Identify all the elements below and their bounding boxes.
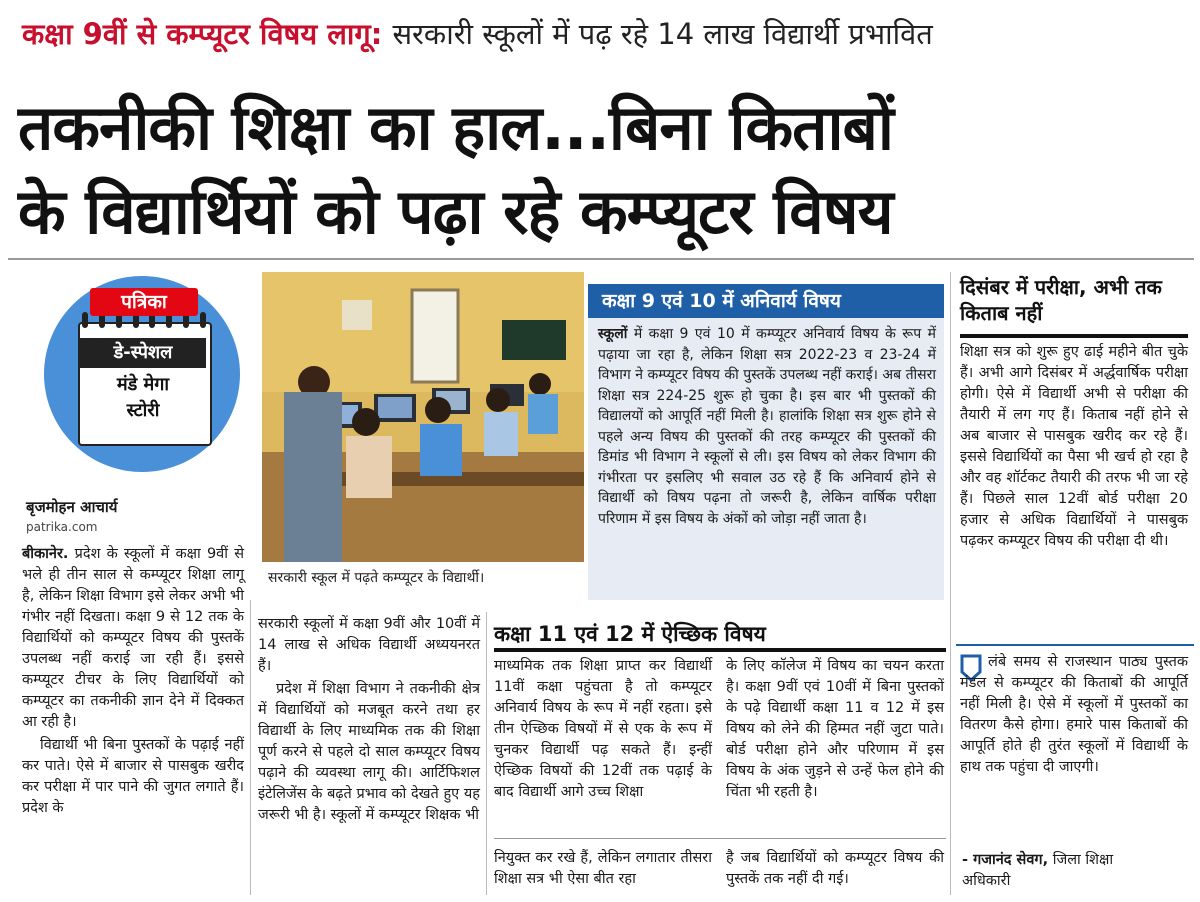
col3-bottom-right: है जब विद्यार्थियों को कम्प्यूटर विषय की पुस्तकें तक नहीं दी गई। (726, 850, 944, 887)
quote-rule (956, 644, 1194, 646)
classroom-photo (262, 272, 584, 562)
box-compulsory-body (598, 324, 936, 531)
col2-p2: प्रदेश में शिक्षा विभाग ने तकनीकी क्षेत्र में विद्यार्थियों को मजबूत करने तथा हर विद्यार्थी के लिए माध्यमिक तक की शिक्षा पूर्ण करने से पहले दो साल कम्प्यूटर विषय पढ़ाने की व्यवस्था लागू की। आर्टिफिशल इंटेलिजेंस के बढ़ते प्रभाव को देखते हुए यह जरूरी भी है। स्कूलों में कम्प्यूटर शिक्षक भी (258, 681, 480, 823)
column-1 (22, 544, 244, 821)
box-compulsory-lead: स्कूलों (598, 326, 628, 342)
quote-text: लंबे समय से राजस्थान पाठ्य पुस्तक मंडल से कम्प्यूटर की किताबों की आपूर्ति नहीं मिली है। ऐसे में स्कूलों में पुस्तकों का वितरण कैसे होगा। हमारे पास किताबों की आपूर्ति होते ही तुरंत स्कूलों में विद्यार्थी के हाथ तक पहुंचा दी जाएगी। (960, 654, 1188, 775)
headline-line1: तकनीकी शिक्षा का हाल...बिना किताबों (18, 91, 893, 164)
col4-rule (960, 334, 1188, 338)
top-rule (8, 258, 1194, 260)
col3-bottom-left: नियुक्त कर रखे हैं, लेकिन लगातार तीसरा शिक्षा सत्र भी ऐसा बीत रहा (494, 850, 712, 887)
logo-line2: मंडे मेगा (116, 374, 170, 395)
col1-p2: विद्यार्थी भी बिना पुस्तकों के पढ़ाई नहीं कर पाते। ऐसे में बाजार से पासबुक खरीद कर परीक्षा में पार पाने की जुगत लगाते हैं। प्रदेश के (22, 737, 244, 816)
byline-site: patrika.com (26, 520, 98, 534)
photo-caption: सरकारी स्कूल में पढ़ते कम्प्यूटर के विद्यार्थी। (268, 570, 485, 586)
logo-line3: स्टोरी (126, 400, 160, 421)
column-divider (950, 272, 951, 895)
box-elective-rule (494, 648, 946, 652)
dateline: बीकानेर. (22, 546, 69, 562)
logo-tab: पत्रिका (90, 288, 198, 316)
col4-body: शिक्षा सत्र को शुरू हुए ढाई महीने बीत चुके हैं। अभी आगे दिसंबर में अर्द्धवार्षिक परीक्षा होगी। ऐसे में विद्यार्थी अभी से परीक्षा की तैयारी में लग गए हैं। किताब नहीं होने से अब बाजार से पासबुक खरीद कर रहे हैं। इससे विद्यार्थियों का पैसा भी खर्च हो रहा है और वह शॉर्टकट तैयारी की तरफ भी जा रहे हैं। पिछले साल 12वीं बोर्ड परीक्षा 20 हजार से अधिक विद्यार्थियों ने पासबुक पढ़कर कम्प्यूटर विषय की परीक्षा दी थी। (960, 344, 1188, 549)
logo-band: डे-स्पेशल (80, 338, 206, 368)
attribution-name: - गजानंद सेवग, (962, 852, 1049, 868)
column-divider (250, 600, 251, 895)
box-elective-right: के लिए कॉलेज में विषय का चयन करता है। कक्षा 9वीं एवं 10वीं में बिना पुस्तकों के पढ़े विद्यार्थी कक्षा 11 व 12 में इस विषय को लेने की हिम्मत नहीं जुटा पाते। बोर्ड परीक्षा होने और परिणाम में इस विषय के अंक जुड़ने से उन्हें फेल होने की चिंता भी रहती है। (726, 658, 944, 800)
box-elective-left: माध्यमिक तक शिक्षा प्राप्त कर विद्यार्थी 11वीं कक्षा पहुंचता है तो कम्प्यूटर अनिवार्य विषय के रूप में नहीं रहता। इसे तीन ऐच्छिक विषयों में से एक के रूप में चुनकर विद्यार्थी पढ़ सकते हैं। इन्हीं ऐच्छिक विषयों की 12वीं तक पढ़ाई के बाद विद्यार्थी आगे उच्च शिक्षा (494, 658, 712, 800)
kicker (22, 14, 933, 53)
box-elective-heading: कक्षा 11 एवं 12 में ऐच्छिक विषय (494, 622, 766, 646)
col1-p1: प्रदेश के स्कूलों में कक्षा 9वीं से भले ही तीन साल से कम्प्यूटर शिक्षा लागू है, लेकिन शिक्षा विभाग इसे लेकर अभी भी गंभीर नहीं दिखता। कक्षा 9 से 12 तक के विद्यार्थियों को कम्प्यूटर विषय की पुस्तकें उपलब्ध नहीं कराई जा रही हैं। इससे कम्प्यूटर टीचर के लिए विद्यार्थियों को कम्प्यूटर का तकनीकी ज्ञान देने में दिक्कत आ रही है। (22, 546, 244, 730)
byline-name: बृजमोहन आचार्य (26, 498, 118, 516)
attribution-role: जिला शिक्षा अधिकारी (962, 852, 1114, 889)
column-2 (258, 614, 480, 828)
col2-p1: सरकारी स्कूलों में कक्षा 9वीं और 10वीं में 14 लाख से अधिक विद्यार्थी अध्ययनरत हैं। (258, 616, 480, 674)
kicker-rest: सरकारी स्कूलों में पढ़ रहे 14 लाख विद्यार्थी प्रभावित (392, 17, 933, 51)
kicker-red: कक्षा 9वीं से कम्प्यूटर विषय लागू: (22, 17, 383, 51)
headline-line2: के विद्यार्थियों को पढ़ा रहे कम्प्यूटर विषय (18, 175, 893, 248)
box-compulsory-text: में कक्षा 9 एवं 10 में कम्प्यूटर अनिवार्य विषय के रूप में पढ़ाया जा रहा है, लेकिन शिक्षा सत्र 2022-23 व 23-24 में विभाग ने कम्प्यूटर विषय की पुस्तकें उपलब्ध नहीं कराई। अब तीसरा शिक्षा सत्र 224-25 शुरू हो चुका है। इस बार भी पुस्तकों की विद्यालयों को आपूर्ति नहीं मिली है। हालांकि शिक्षा सत्र शुरू होने से पहले अन्य विषय की पुस्तकों की तरह कम्प्यूटर की पुस्तकों की डिमांड भी विभाग ने स्कूलों से ली। इस विषय को लेकर विभाग की गंभीरता पर इसलिए भी सवाल उठ रहे हैं कि अनिवार्य होने से विद्यार्थी को विषय पढ़ना तो जरूरी है, लेकिन वार्षिक परीक्षा परिणाम में इस विषय के अंकों को जोड़ा नहीं जाता है। (598, 326, 936, 527)
quote-body (960, 652, 1188, 780)
classroom-photo-illustration (262, 272, 584, 562)
attribution (962, 850, 1162, 892)
box-elective-bottom-rule (494, 838, 946, 839)
col4-heading: दिसंबर में परीक्षा, अभी तक किताब नहीं (960, 275, 1162, 325)
box-compulsory-heading: कक्षा 9 एवं 10 में अनिवार्य विषय (588, 284, 944, 318)
column-divider (486, 612, 487, 895)
